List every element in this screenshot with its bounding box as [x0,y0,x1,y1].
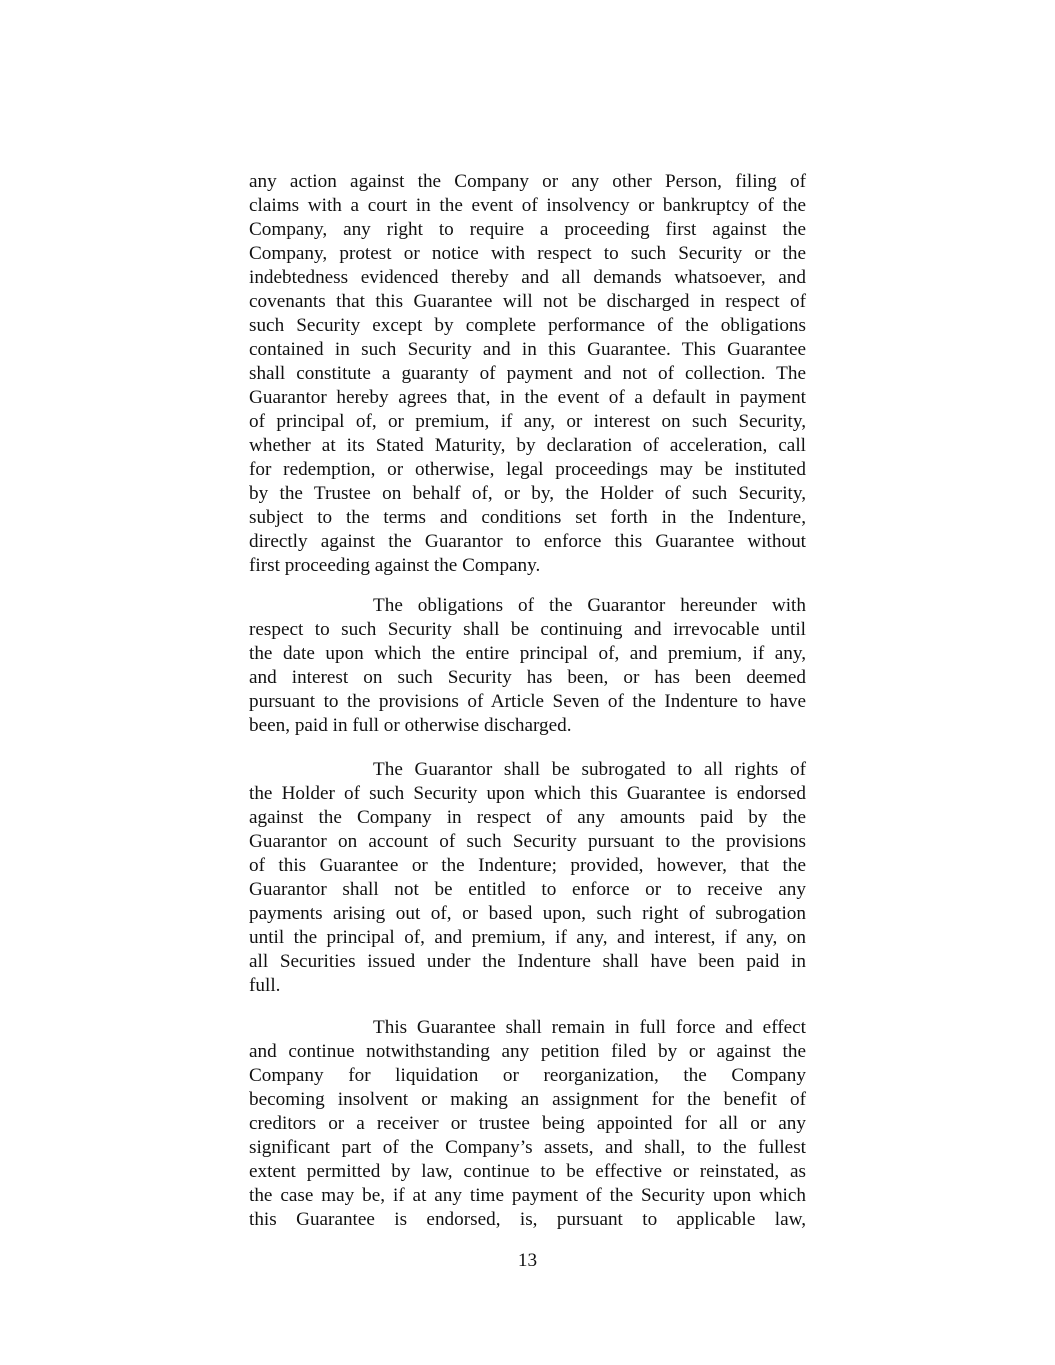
text-line: contained in such Security and in this Guarantee. This Guarantee [249,339,806,360]
text-line: subject to the terms and conditions set forth in the Indenture, [249,507,806,528]
text-line: first proceeding against the Company. [249,555,541,576]
text-line: the Holder of such Security upon which this Guarantee is endorsed [249,783,806,804]
text-line: the date upon which the entire principal of, and premium, if any, [249,643,806,664]
text-line: this Guarantee is endorsed, is, pursuant to applicable law, [249,1209,806,1230]
text-line: full. [249,975,281,996]
text-line: the case may be, if at any time payment of the Security upon which [249,1185,806,1206]
text-line: any action against the Company or any other Person, filing of [249,171,806,192]
text-line: of this Guarantee or the Indenture; provided, however, that the [249,855,806,876]
text-line: by the Trustee on behalf of, or by, the Holder of such Security, [249,483,806,504]
text-line: respect to such Security shall be continuing and irrevocable until [249,619,806,640]
text-line: creditors or a receiver or trustee being appointed for all or any [249,1113,806,1134]
text-line: for redemption, or otherwise, legal proceedings may be instituted [249,459,806,480]
page-number: 13 [517,1250,538,1271]
text-line: significant part of the Company’s assets, and shall, to the fullest [249,1137,806,1158]
text-line: of principal of, or premium, if any, or interest on such Security, [249,411,806,432]
paragraph-3 [249,758,806,998]
text-line: Guarantor hereby agrees that, in the event of a default in payment [249,387,806,408]
text-line: payments arising out of, or based upon, such right of subrogation [249,903,806,924]
text-line: Company for liquidation or reorganization, the Company [249,1065,806,1086]
paragraph-1 [249,170,806,578]
text-line: all Securities issued under the Indenture shall have been paid in [249,951,806,972]
text-line: claims with a court in the event of insolvency or bankruptcy of the [249,195,806,216]
text-line: directly against the Guarantor to enforce this Guarantee without [249,531,806,552]
text-line: and interest on such Security has been, or has been deemed [249,667,806,688]
text-line: pursuant to the provisions of Article Seven of the Indenture to have [249,691,806,712]
text-line: Guarantor shall not be entitled to enforce or to receive any [249,879,806,900]
text-line: Company, protest or notice with respect to such Security or the [249,243,806,264]
text-line: This Guarantee shall remain in full force and effect [373,1017,806,1038]
text-line: and continue notwithstanding any petition filed by or against the [249,1041,806,1062]
paragraph-2 [249,594,806,738]
text-line: extent permitted by law, continue to be effective or reinstated, as [249,1161,806,1182]
text-line: becoming insolvent or making an assignment for the benefit of [249,1089,806,1110]
text-line: against the Company in respect of any amounts paid by the [249,807,806,828]
text-line: The Guarantor shall be subrogated to all rights of [373,759,806,780]
text-line: been, paid in full or otherwise discharged. [249,715,572,736]
text-line: Guarantor on account of such Security pursuant to the provisions [249,831,806,852]
text-line: until the principal of, and premium, if any, and interest, if any, on [249,927,806,948]
text-line: shall constitute a guaranty of payment and not of collection. The [249,363,806,384]
text-line: whether at its Stated Maturity, by declaration of acceleration, call [249,435,806,456]
text-line: Company, any right to require a proceeding first against the [249,219,806,240]
text-line: such Security except by complete performance of the obligations [249,315,806,336]
text-line: indebtedness evidenced thereby and all demands whatsoever, and [249,267,806,288]
text-line: covenants that this Guarantee will not be discharged in respect of [249,291,806,312]
paragraph-4 [249,1016,806,1232]
text-line: The obligations of the Guarantor hereunder with [373,595,806,616]
